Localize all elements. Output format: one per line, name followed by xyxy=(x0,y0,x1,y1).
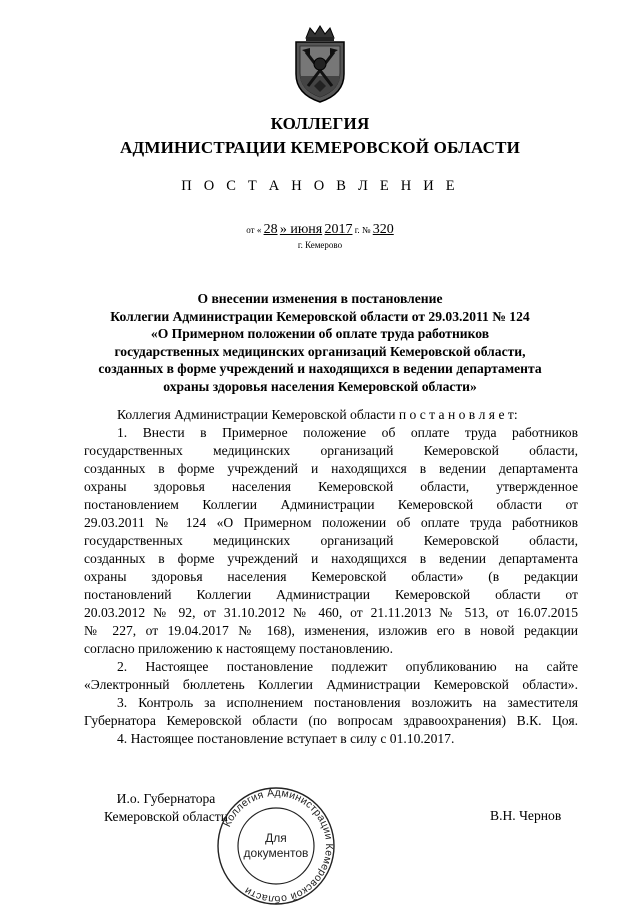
title-line: государственных медицинских организаций Кемеровской области, xyxy=(114,343,526,359)
date-day: 28 xyxy=(263,222,278,237)
body-line: созданных в форме учреждений и находящихся в ведении департамента xyxy=(84,551,578,566)
body-line: 29.03.2011 № 124 «О Примерном положении об оплате труда работников xyxy=(84,515,578,530)
date-suffix: г. № xyxy=(354,225,371,235)
date-prefix: от « xyxy=(246,225,262,235)
stamp-center-line: документов xyxy=(243,846,309,860)
coat-of-arms-icon xyxy=(288,24,352,104)
stamp-center-line: Для xyxy=(265,831,287,845)
document-type: П О С Т А Н О В Л Е Н И Е xyxy=(181,178,459,194)
signatory-name: В.Н. Чернов xyxy=(490,808,562,823)
body-line: постановлений Коллегии Администрации Кемеровской области от xyxy=(84,587,578,602)
org-name-line2: АДМИНИСТРАЦИИ КЕМЕРОВСКОЙ ОБЛАСТИ xyxy=(119,138,521,157)
body-line: 20.03.2012 № 92, от 31.10.2012 № 460, от 21.11.2013 № 513, от 16.07.2015 xyxy=(84,605,578,620)
signatory-position-line: Кемеровской области xyxy=(103,809,228,824)
title-line: О внесении изменения в постановление xyxy=(197,291,443,306)
body-line: № 227, от 19.04.2017 № 168), изменения, изложив его в новой редакции xyxy=(84,623,578,638)
body-line: охраны здоровья населения Кемеровской области, утвержденное xyxy=(84,479,578,494)
body-line: 2. Настоящее постановление подлежит опубликованию на сайте xyxy=(117,659,578,674)
body-line: 4. Настоящее постановление вступает в силу с 01.10.2017. xyxy=(117,731,455,746)
title-line: созданных в форме учреждений и находящихся в ведении департамента xyxy=(98,361,542,377)
body-line: 3. Контроль за исполнением постановления возложить на заместителя xyxy=(117,695,578,710)
body-line: созданных в форме учреждений и находящихся в ведении департамента xyxy=(84,461,578,476)
title-line: охраны здоровья населения Кемеровской области» xyxy=(163,378,477,394)
body-line: охраны здоровья населения Кемеровской области» (в редакции xyxy=(84,569,578,584)
date-month: » июня xyxy=(279,222,323,237)
stamp-ring-text: Коллегия Администрации Кемеровской области xyxy=(221,786,336,906)
document-body xyxy=(84,406,578,748)
title-line: «О Примерном положении об оплате труда работников xyxy=(150,326,490,342)
body-line: постановлением Коллегии Администрации Кемеровской области от xyxy=(84,497,578,512)
body-line: Коллегия Администрации Кемеровской области п о с т а н о в л я е т: xyxy=(117,407,518,422)
document-title xyxy=(60,290,580,396)
body-line: государственных медицинских организаций Кемеровской области, xyxy=(84,443,578,458)
body-line: Губернатора Кемеровской области (по вопросам здравоохранения) В.К. Цоя. xyxy=(84,713,578,728)
org-name-line1: КОЛЛЕГИЯ xyxy=(270,114,370,133)
body-line: согласно приложению к настоящему постановлению. xyxy=(84,641,393,656)
body-line: 1. Внести в Примерное положение об оплате труда работников xyxy=(117,425,578,440)
body-line: «Электронный бюллетень Коллегии Администрации Кемеровской области». xyxy=(84,677,578,692)
city: г. Кемерово xyxy=(297,240,343,250)
body-line: государственных медицинских организаций Кемеровской области, xyxy=(84,533,578,548)
signatory-position-line: И.о. Губернатора xyxy=(116,791,216,806)
official-stamp xyxy=(213,786,339,906)
date-year: 2017 xyxy=(324,222,353,237)
date-number-line xyxy=(0,222,640,238)
title-line: Коллегии Администрации Кемеровской области от 29.03.2011 № 124 xyxy=(110,308,530,324)
document-number: 320 xyxy=(372,222,394,237)
